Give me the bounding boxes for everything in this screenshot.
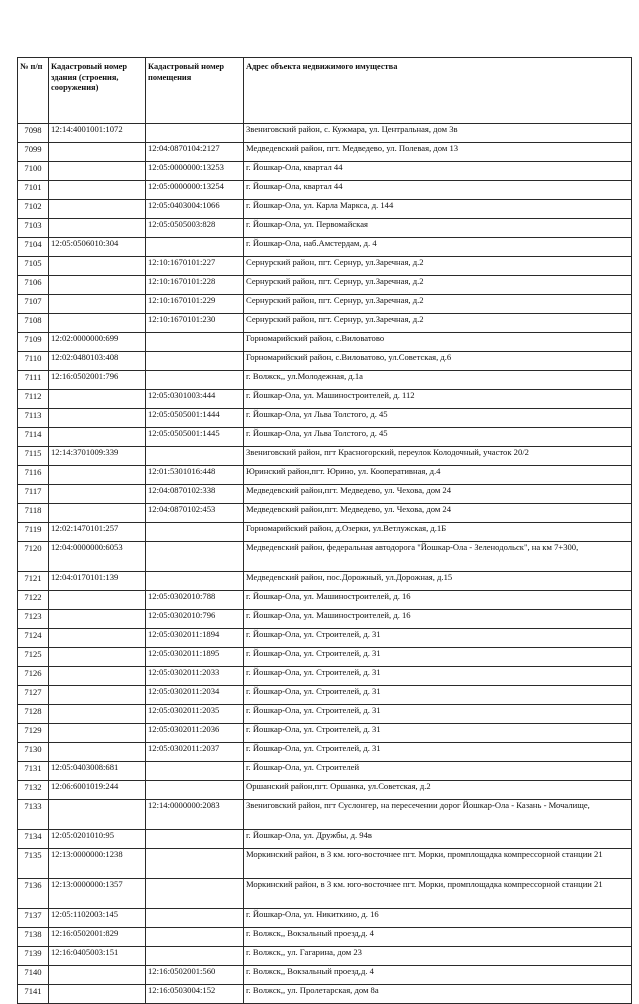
room-cadastral-cell: 12:05:0302011:2034 <box>146 686 244 705</box>
building-cadastral-cell <box>49 276 146 295</box>
table-row <box>18 648 632 667</box>
row-number-cell: 7121 <box>18 572 49 591</box>
row-number-cell: 7140 <box>18 966 49 985</box>
building-cadastral-cell: 12:05:0506010:304 <box>49 238 146 257</box>
address-cell: Оршанский район,пгт. Оршанка, ул.Советская, д.2 <box>244 781 632 800</box>
address-cell: г. Волжск,, ул. Пролетарская, дом 8а <box>244 985 632 1004</box>
building-cadastral-cell <box>49 257 146 276</box>
building-cadastral-cell <box>49 705 146 724</box>
address-cell: г. Йошкар-Ола, ул. Карла Маркса, д. 144 <box>244 200 632 219</box>
table-row <box>18 542 632 572</box>
table-body <box>18 124 632 1004</box>
address-cell: г. Йошкар-Ола, ул. Строителей, д. 31 <box>244 743 632 762</box>
table-row <box>18 162 632 181</box>
table-row <box>18 200 632 219</box>
address-cell: Юринский район,пгт. Юрино, ул. Кооперативная, д.4 <box>244 466 632 485</box>
building-cadastral-cell: 12:13:0000000:1357 <box>49 879 146 909</box>
table-row <box>18 686 632 705</box>
building-cadastral-cell: 12:05:0403008:681 <box>49 762 146 781</box>
building-cadastral-cell <box>49 966 146 985</box>
row-number-cell: 7108 <box>18 314 49 333</box>
address-cell: Медведевский район,пгт. Медведево, ул. Чехова, дом 24 <box>244 504 632 523</box>
building-cadastral-cell: 12:05:1102003:145 <box>49 909 146 928</box>
room-cadastral-cell: 12:10:1670101:227 <box>146 257 244 276</box>
building-cadastral-cell: 12:14:4001001:1072 <box>49 124 146 143</box>
room-cadastral-cell: 12:01:5301016:448 <box>146 466 244 485</box>
row-number-cell: 7128 <box>18 705 49 724</box>
address-cell: г. Йошкар-Ола, квартал 44 <box>244 162 632 181</box>
row-number-cell: 7135 <box>18 849 49 879</box>
row-number-cell: 7117 <box>18 485 49 504</box>
table-row <box>18 966 632 985</box>
row-number-cell: 7111 <box>18 371 49 390</box>
table-row <box>18 781 632 800</box>
room-cadastral-cell <box>146 238 244 257</box>
row-number-cell: 7105 <box>18 257 49 276</box>
row-number-cell: 7112 <box>18 390 49 409</box>
table-row <box>18 409 632 428</box>
address-cell: г. Йошкар-Ола, ул. Машиностроителей, д. 16 <box>244 610 632 629</box>
row-number-cell: 7136 <box>18 879 49 909</box>
row-number-cell: 7130 <box>18 743 49 762</box>
room-cadastral-cell: 12:10:1670101:228 <box>146 276 244 295</box>
address-cell: г. Йошкар-Ола, ул. Строителей, д. 31 <box>244 648 632 667</box>
building-cadastral-cell: 12:13:0000000:1238 <box>49 849 146 879</box>
building-cadastral-cell <box>49 724 146 743</box>
row-number-cell: 7114 <box>18 428 49 447</box>
address-cell: Звениговский район, с. Кужмара, ул. Центральная, дом 3в <box>244 124 632 143</box>
table-row <box>18 333 632 352</box>
table-row <box>18 667 632 686</box>
table-row <box>18 849 632 879</box>
building-cadastral-cell: 12:16:0502001:796 <box>49 371 146 390</box>
room-cadastral-cell: 12:05:0302011:2037 <box>146 743 244 762</box>
room-cadastral-cell <box>146 947 244 966</box>
table-row <box>18 428 632 447</box>
row-number-cell: 7116 <box>18 466 49 485</box>
room-cadastral-cell: 12:05:0302011:2033 <box>146 667 244 686</box>
table-row <box>18 485 632 504</box>
room-cadastral-cell: 12:05:0403004:1066 <box>146 200 244 219</box>
room-cadastral-cell: 12:05:0302011:1895 <box>146 648 244 667</box>
building-cadastral-cell: 12:02:0480103:408 <box>49 352 146 371</box>
address-cell: Медведевский район, федеральная автодорога "Йошкар-Ола - Зеленодольск", на км 7+300, <box>244 542 632 572</box>
address-cell: Сернурский район, пгт. Сернур, ул.Заречная, д.2 <box>244 257 632 276</box>
address-cell: г. Волжск,, Вокзальный проезд,д. 4 <box>244 966 632 985</box>
table-row <box>18 523 632 542</box>
building-cadastral-cell: 12:05:0201010:95 <box>49 830 146 849</box>
table-row <box>18 724 632 743</box>
table-row <box>18 371 632 390</box>
table-header-row <box>18 58 632 124</box>
table-row <box>18 276 632 295</box>
header-number: № п/п <box>18 58 49 124</box>
row-number-cell: 7133 <box>18 800 49 830</box>
building-cadastral-cell: 12:02:1470101:257 <box>49 523 146 542</box>
building-cadastral-cell: 12:04:0170101:139 <box>49 572 146 591</box>
row-number-cell: 7134 <box>18 830 49 849</box>
table-row <box>18 390 632 409</box>
room-cadastral-cell: 12:14:0000000:2083 <box>146 800 244 830</box>
row-number-cell: 7120 <box>18 542 49 572</box>
address-cell: Медведевский район,пгт. Медведево, ул. Чехова, дом 24 <box>244 485 632 504</box>
building-cadastral-cell <box>49 667 146 686</box>
building-cadastral-cell: 12:16:0502001:829 <box>49 928 146 947</box>
row-number-cell: 7113 <box>18 409 49 428</box>
room-cadastral-cell: 12:05:0000000:13253 <box>146 162 244 181</box>
table-row <box>18 181 632 200</box>
address-cell: Горномарийский район, с.Виловатово <box>244 333 632 352</box>
room-cadastral-cell <box>146 542 244 572</box>
address-cell: Звениговский район, пгт Красногорский, переулок Колодочный, участок 20/2 <box>244 447 632 466</box>
address-cell: Медведевский район, пос.Дорожный, ул.Дорожная, д.15 <box>244 572 632 591</box>
room-cadastral-cell <box>146 909 244 928</box>
table-row <box>18 705 632 724</box>
address-cell: Сернурский район, пгт. Сернур, ул.Заречная, д.2 <box>244 314 632 333</box>
room-cadastral-cell: 12:05:0302010:788 <box>146 591 244 610</box>
address-cell: г. Волжск,, Вокзальный проезд,д. 4 <box>244 928 632 947</box>
address-cell: Моркинский район, в 3 км. юго-восточнее пгт. Морки, промплощадка компрессорной станции 21 <box>244 849 632 879</box>
row-number-cell: 7110 <box>18 352 49 371</box>
row-number-cell: 7104 <box>18 238 49 257</box>
room-cadastral-cell: 12:05:0301003:444 <box>146 390 244 409</box>
room-cadastral-cell: 12:05:0302011:2036 <box>146 724 244 743</box>
row-number-cell: 7137 <box>18 909 49 928</box>
building-cadastral-cell <box>49 466 146 485</box>
table-row <box>18 124 632 143</box>
table-row <box>18 762 632 781</box>
address-cell: г. Йошкар-Ола, ул. Машиностроителей, д. 16 <box>244 591 632 610</box>
address-cell: г. Йошкар-Ола, ул. Строителей, д. 31 <box>244 667 632 686</box>
row-number-cell: 7132 <box>18 781 49 800</box>
room-cadastral-cell: 12:04:0870104:2127 <box>146 143 244 162</box>
room-cadastral-cell: 12:05:0302011:2035 <box>146 705 244 724</box>
building-cadastral-cell: 12:14:3701009:339 <box>49 447 146 466</box>
building-cadastral-cell <box>49 686 146 705</box>
building-cadastral-cell <box>49 390 146 409</box>
room-cadastral-cell: 12:05:0302011:1894 <box>146 629 244 648</box>
header-building-cadastral: Кадастровый номер здания (строения, сооружения) <box>49 58 146 124</box>
table-row <box>18 257 632 276</box>
room-cadastral-cell <box>146 371 244 390</box>
row-number-cell: 7102 <box>18 200 49 219</box>
row-number-cell: 7125 <box>18 648 49 667</box>
table-row <box>18 800 632 830</box>
room-cadastral-cell <box>146 781 244 800</box>
building-cadastral-cell: 12:16:0405003:151 <box>49 947 146 966</box>
table-row <box>18 985 632 1004</box>
address-cell: г. Волжск,, ул. Гагарина, дом 23 <box>244 947 632 966</box>
row-number-cell: 7123 <box>18 610 49 629</box>
room-cadastral-cell: 12:16:0503004:152 <box>146 985 244 1004</box>
table-row <box>18 928 632 947</box>
building-cadastral-cell <box>49 648 146 667</box>
building-cadastral-cell <box>49 800 146 830</box>
address-cell: Горномарийский район, д.Озерки, ул.Ветлужская, д.1Б <box>244 523 632 542</box>
room-cadastral-cell <box>146 447 244 466</box>
room-cadastral-cell: 12:10:1670101:229 <box>146 295 244 314</box>
table-row <box>18 610 632 629</box>
room-cadastral-cell: 12:05:0000000:13254 <box>146 181 244 200</box>
table-row <box>18 743 632 762</box>
table-row <box>18 879 632 909</box>
building-cadastral-cell <box>49 219 146 238</box>
building-cadastral-cell <box>49 485 146 504</box>
table-row <box>18 295 632 314</box>
building-cadastral-cell: 12:04:0000000:6053 <box>49 542 146 572</box>
address-cell: г. Йошкар-Ола, ул Льва Толстого, д. 45 <box>244 409 632 428</box>
address-cell: г. Йошкар-Ола, ул Льва Толстого, д. 45 <box>244 428 632 447</box>
building-cadastral-cell <box>49 428 146 447</box>
building-cadastral-cell <box>49 743 146 762</box>
row-number-cell: 7127 <box>18 686 49 705</box>
address-cell: г. Йошкар-Ола, наб.Амстердам, д. 4 <box>244 238 632 257</box>
row-number-cell: 7139 <box>18 947 49 966</box>
table-row <box>18 219 632 238</box>
row-number-cell: 7101 <box>18 181 49 200</box>
building-cadastral-cell <box>49 591 146 610</box>
row-number-cell: 7124 <box>18 629 49 648</box>
row-number-cell: 7109 <box>18 333 49 352</box>
row-number-cell: 7129 <box>18 724 49 743</box>
address-cell: г. Йошкар-Ола, ул. Первомайская <box>244 219 632 238</box>
room-cadastral-cell <box>146 523 244 542</box>
room-cadastral-cell <box>146 879 244 909</box>
room-cadastral-cell: 12:04:0870102:338 <box>146 485 244 504</box>
building-cadastral-cell <box>49 200 146 219</box>
building-cadastral-cell <box>49 295 146 314</box>
room-cadastral-cell <box>146 352 244 371</box>
address-cell: г. Волжск,, ул.Молодежная, д.1а <box>244 371 632 390</box>
table-row <box>18 314 632 333</box>
address-cell: Сернурский район, пгт. Сернур, ул.Заречная, д.2 <box>244 276 632 295</box>
building-cadastral-cell <box>49 314 146 333</box>
room-cadastral-cell: 12:16:0502001:560 <box>146 966 244 985</box>
row-number-cell: 7119 <box>18 523 49 542</box>
header-room-cadastral: Кадастровый номер помещения <box>146 58 244 124</box>
building-cadastral-cell <box>49 504 146 523</box>
room-cadastral-cell <box>146 333 244 352</box>
row-number-cell: 7138 <box>18 928 49 947</box>
table-row <box>18 504 632 523</box>
room-cadastral-cell: 12:05:0505001:1444 <box>146 409 244 428</box>
row-number-cell: 7106 <box>18 276 49 295</box>
row-number-cell: 7098 <box>18 124 49 143</box>
building-cadastral-cell <box>49 162 146 181</box>
building-cadastral-cell <box>49 985 146 1004</box>
room-cadastral-cell: 12:05:0505003:828 <box>146 219 244 238</box>
address-cell: Горномарийский район, с.Виловатово, ул.Советская, д.6 <box>244 352 632 371</box>
room-cadastral-cell <box>146 762 244 781</box>
address-cell: г. Йошкар-Ола, ул. Строителей, д. 31 <box>244 686 632 705</box>
row-number-cell: 7115 <box>18 447 49 466</box>
table-row <box>18 830 632 849</box>
table-row <box>18 591 632 610</box>
address-cell: г. Йошкар-Ола, ул. Строителей, д. 31 <box>244 724 632 743</box>
building-cadastral-cell <box>49 610 146 629</box>
room-cadastral-cell <box>146 572 244 591</box>
address-cell: г. Йошкар-Ола, ул. Никиткино, д. 16 <box>244 909 632 928</box>
header-address: Адрес объекта недвижимого имущества <box>244 58 632 124</box>
table-row <box>18 947 632 966</box>
room-cadastral-cell: 12:05:0505001:1445 <box>146 428 244 447</box>
table-row <box>18 352 632 371</box>
address-cell: г. Йошкар-Ола, квартал 44 <box>244 181 632 200</box>
address-cell: Сернурский район, пгт. Сернур, ул.Заречная, д.2 <box>244 295 632 314</box>
row-number-cell: 7122 <box>18 591 49 610</box>
room-cadastral-cell <box>146 124 244 143</box>
room-cadastral-cell: 12:04:0870102:453 <box>146 504 244 523</box>
address-cell: Медведевский район, пгт. Медведево, ул. Полевая, дом 13 <box>244 143 632 162</box>
row-number-cell: 7118 <box>18 504 49 523</box>
table-row <box>18 909 632 928</box>
row-number-cell: 7099 <box>18 143 49 162</box>
address-cell: Звениговский район, пгт Суслонгер, на пересечении дорог Йошкар-Ола - Казань - Мочалище, <box>244 800 632 830</box>
building-cadastral-cell <box>49 629 146 648</box>
room-cadastral-cell <box>146 830 244 849</box>
address-cell: г. Йошкар-Ола, ул. Строителей <box>244 762 632 781</box>
table-row <box>18 572 632 591</box>
building-cadastral-cell: 12:02:0000000:699 <box>49 333 146 352</box>
address-cell: г. Йошкар-Ола, ул. Машиностроителей, д. 112 <box>244 390 632 409</box>
table-row <box>18 629 632 648</box>
row-number-cell: 7100 <box>18 162 49 181</box>
table-row <box>18 143 632 162</box>
address-cell: г. Йошкар-Ола, ул. Дружбы, д. 94в <box>244 830 632 849</box>
room-cadastral-cell: 12:10:1670101:230 <box>146 314 244 333</box>
row-number-cell: 7141 <box>18 985 49 1004</box>
table-row <box>18 238 632 257</box>
room-cadastral-cell: 12:05:0302010:796 <box>146 610 244 629</box>
room-cadastral-cell <box>146 849 244 879</box>
building-cadastral-cell <box>49 409 146 428</box>
address-cell: г. Йошкар-Ола, ул. Строителей, д. 31 <box>244 705 632 724</box>
row-number-cell: 7126 <box>18 667 49 686</box>
table-row <box>18 447 632 466</box>
room-cadastral-cell <box>146 928 244 947</box>
property-register-table <box>17 57 632 1004</box>
building-cadastral-cell <box>49 181 146 200</box>
address-cell: г. Йошкар-Ола, ул. Строителей, д. 31 <box>244 629 632 648</box>
table-row <box>18 466 632 485</box>
row-number-cell: 7131 <box>18 762 49 781</box>
address-cell: Моркинский район, в 3 км. юго-восточнее пгт. Морки, промплощадка компрессорной станции 21 <box>244 879 632 909</box>
row-number-cell: 7107 <box>18 295 49 314</box>
row-number-cell: 7103 <box>18 219 49 238</box>
building-cadastral-cell <box>49 143 146 162</box>
building-cadastral-cell: 12:06:6001019:244 <box>49 781 146 800</box>
